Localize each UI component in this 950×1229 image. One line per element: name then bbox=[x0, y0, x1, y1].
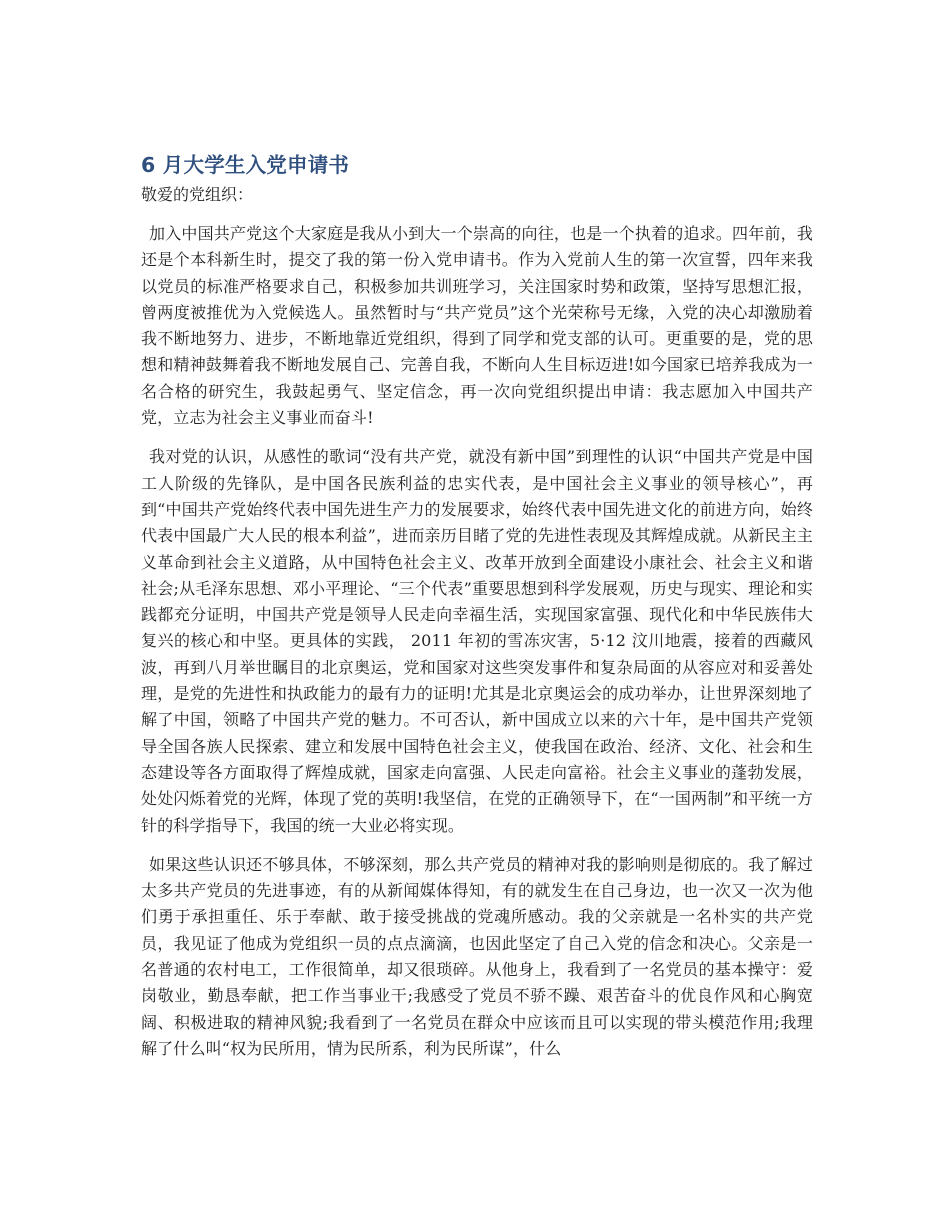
salutation: 敬爱的党组织： bbox=[141, 185, 254, 204]
document-page bbox=[141, 148, 813, 1075]
paragraph-2: 我对党的认识，从感性的歌词“没有共产党，就没有新中国”到理性的认识“中国共产党是中国工人阶级的先锋队，是中国各民族利益的忠实代表，是中国社会主义事业的领导核心”，再到“中国共产党始终代表中国先进生产力的发展要求，始终代表中国先进文化的前进方向，始终代表中国最广大人民的根本利益”，进而亲历目睹了党的先进性表现及其辉煌成就。从新民主主义革命到社会主义道路，从中国特色社会主义、改革开放到全面建设小康社会、社会主义和谐社会;从毛泽东思想、邓小平理论、“三个代表”重要思想到科学发展观，历史与现实、理论和实践都充分证明，中国共产党是领导人民走向幸福生活，实现国家富强、现代化和中华民族伟大复兴的核心和中坚。更具体的实践， 2011 年初的雪冻灾害，5·12 汶川地震，接着的西藏风波，再到八月举世瞩目的北京奥运，党和国家对这些突发事件和复杂局面的从容应对和妥善处理，是党的先进性和执政能力的最有力的证明!尤其是北京奥运会的成功举办，让世界深刻地了解了中国，领略了中国共产党的魅力。不可否认，新中国成立以来的六十年，是中国共产党领导全国各族人民探索、建立和发展中国特色社会主义，使我国在政治、经济、文化、社会和生态建设等各方面取得了辉煌成就，国家走向富强、人民走向富裕。社会主义事业的蓬勃发展，处处闪烁着党的光辉，体现了党的英明!我坚信，在党的正确领导下，在“一国两制”和平统一方针的科学指导下，我国的统一大业必将实现。 bbox=[141, 447, 813, 835]
paragraph-3: 如果这些认识还不够具体，不够深刻，那么共产党员的精神对我的影响则是彻底的。我了解过太多共产党员的先进事迹，有的从新闻媒体得知，有的就发生在自己身边，也一次又一次为他们勇于承担重任、乐于奉献、敢于接受挑战的党魂所感动。我的父亲就是一名朴实的共产党员，我见证了他成为党组织一员的点点滴滴，也因此坚定了自己入党的信念和决心。父亲是一名普通的农村电工，工作很简单，却又很琐碎。从他身上，我看到了一名党员的基本操守：爱岗敬业，勤恳奉献，把工作当事业干;我感受了党员不骄不躁、艰苦奋斗的优良作风和心胸宽阔、积极进取的精神风貌;我看到了一名党员在群众中应该而且可以实现的带头模范作用;我理解了什么叫“权为民所用，情为民所系，利为民所谋”，什么 bbox=[141, 854, 813, 1058]
document-title: 6 月大学生入党申请书 bbox=[141, 153, 350, 177]
paragraph-1: 加入中国共产党这个大家庭是我从小到大一个崇高的向往，也是一个执着的追求。四年前，我还是个本科新生时，提交了我的第一份入党申请书。作为入党前人生的第一次宣誓，四年来我以党员的标准严格要求自己，积极参加共训班学习，关注国家时势和政策，坚持写思想汇报，曾两度被推优为入党候选人。虽然暂时与“共产党员”这个光荣称号无缘，入党的决心却激励着我不断地努力、进步，不断地靠近党组织，得到了同学和党支部的认可。更重要的是，党的思想和精神鼓舞着我不断地发展自己、完善自我，不断向人生目标迈进!如今国家已培养我成为一名合格的研究生，我鼓起勇气、坚定信念，再一次向党组织提出申请：我志愿加入中国共产党，立志为社会主义事业而奋斗! bbox=[141, 224, 813, 428]
